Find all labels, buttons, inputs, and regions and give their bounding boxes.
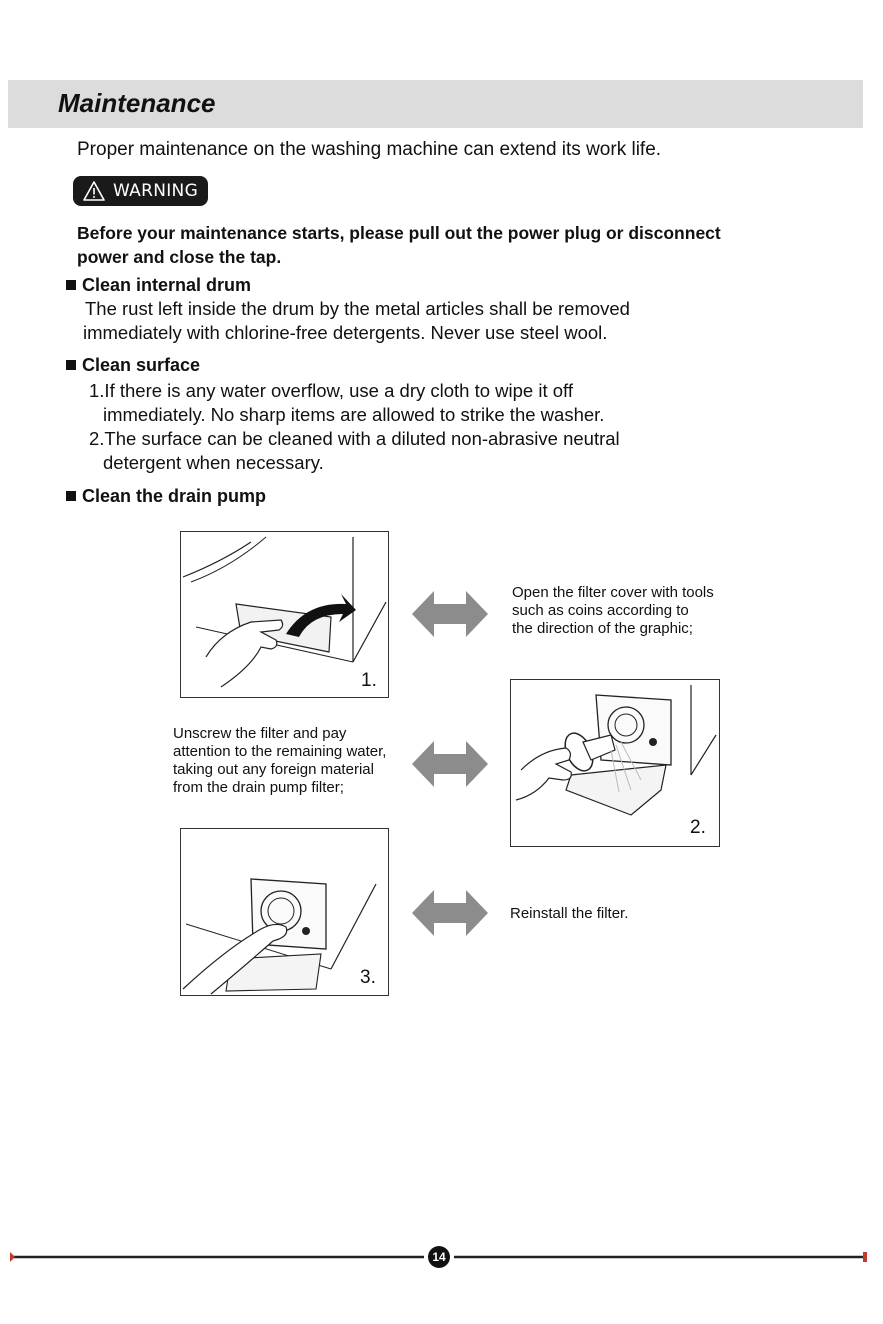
step3-number: 3. [360,967,376,988]
double-arrow-icon [412,591,488,637]
step3-caption-line1: Reinstall the filter. [510,905,629,922]
step3-caption [510,905,628,923]
bullet-square-icon [66,280,76,290]
warning-triangle-icon [83,181,105,201]
bullet-square-icon [66,491,76,501]
step1-caption-line2: such as coins according to [512,602,689,619]
step2-caption-line4: from the drain pump filter; [173,779,344,796]
step2-illustration [510,679,720,847]
warning-badge [73,176,208,206]
step1-number: 1. [361,670,377,691]
step2-drawing [511,680,719,846]
drum-text-line2: immediately with chlorine-free detergents. Never use steel wool. [83,322,608,343]
surface-item2-line1: 2.The surface can be cleaned with a diluted non-abrasive neutral [89,428,620,449]
surface-item1-line1: 1.If there is any water overflow, use a dry cloth to wipe it off [89,380,573,401]
surface-item2-line2: detergent when necessary. [103,452,324,473]
double-arrow-icon [412,741,488,787]
page-title: Maintenance [58,88,216,118]
section-heading-pump [66,485,266,507]
step2-caption-line2: attention to the remaining water, [173,743,387,760]
step3-illustration [180,828,389,996]
surface-item1-line2: immediately. No sharp items are allowed to strike the washer. [103,404,605,425]
page-number: 14 [428,1246,450,1268]
warning-text: Before your maintenance starts, please pull out the power plug or disconnect power and close the tap. [77,223,721,267]
section-heading-surface-label: Clean surface [82,355,201,375]
step3-drawing [181,829,388,995]
intro-text: Proper maintenance on the washing machine can extend its work life. [77,139,662,160]
step1-illustration [180,531,389,698]
section-heading-pump-label: Clean the drain pump [82,486,267,506]
step2-number: 2. [690,817,706,838]
double-arrow-icon [412,890,488,936]
step2-caption-line1: Unscrew the filter and pay [173,725,347,742]
step2-caption-line3: taking out any foreign material [173,761,374,778]
section-heading-drum-label: Clean internal drum [82,275,252,295]
step2-caption [173,725,386,797]
section-heading-drum [66,274,251,296]
warning-label: WARNING [113,181,199,201]
bullet-square-icon [66,360,76,370]
drum-text-line1: The rust left inside the drum by the metal articles shall be removed [85,298,630,319]
section-heading-surface [66,354,200,376]
step1-drawing [181,532,388,697]
step1-caption-line3: the direction of the graphic; [512,620,693,637]
step1-caption [512,584,714,638]
step1-caption-line1: Open the filter cover with tools [512,584,714,601]
